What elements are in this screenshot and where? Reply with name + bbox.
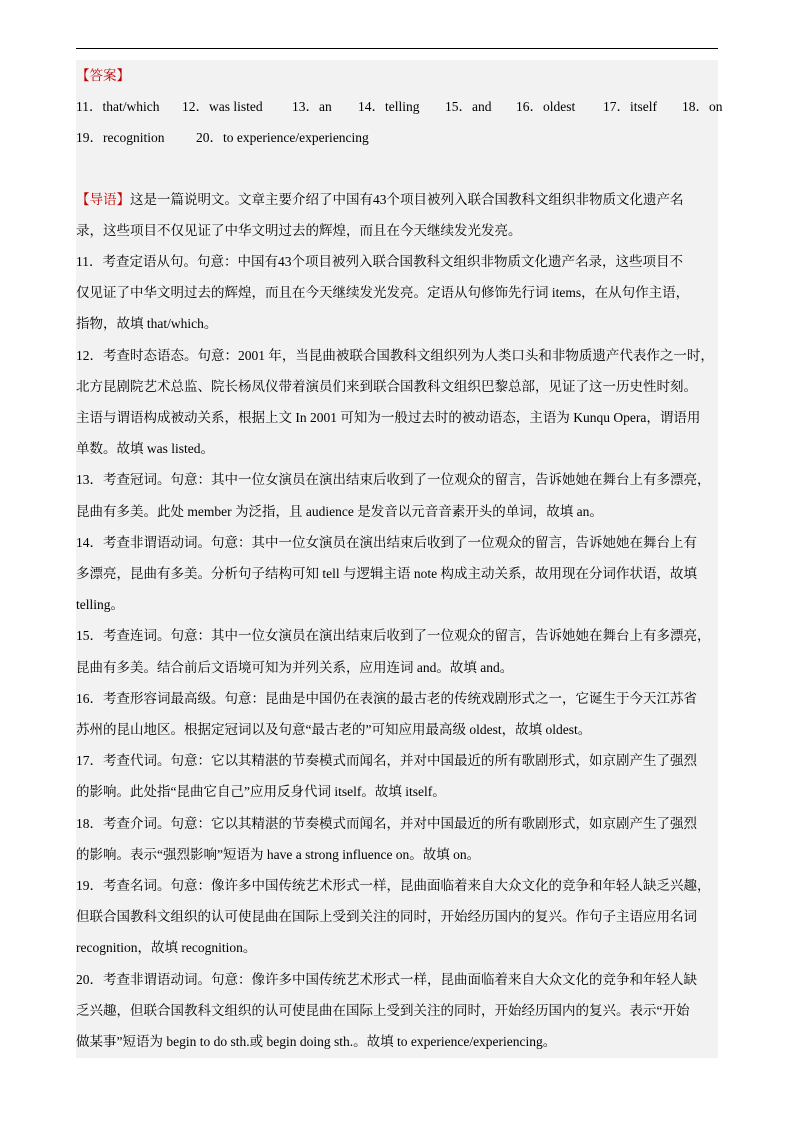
answer-19: 19．recognition xyxy=(76,130,165,145)
explanation-line: 15．考查连词。句意：其中一位女演员在演出结束后收到了一位观众的留言，告诉她她在舞台上有多漂亮， xyxy=(76,628,711,644)
guide-line-1: 【导语】这是一篇说明文。文章主要介绍了中国有43个项目被列入联合国教科文组织非物质文化遗产名 xyxy=(76,192,684,207)
explanation-line: 主语与谓语构成被动关系，根据上文 In 2001 可知为一般过去时的被动语态，主语为 Kunqu Opera，谓语用 xyxy=(76,410,701,425)
explanation-line: 多漂亮，昆曲有多美。分析句子结构可知 tell 与逻辑主语 note 构成主动关系，故用现在分词作状语，故填 xyxy=(76,566,697,581)
explanation-line: recognition，故填 recognition。 xyxy=(76,940,257,956)
explanation-line: 的影响。此处指“昆曲它自己”应用反身代词 itself。故填 itself。 xyxy=(76,784,446,800)
guide-label: 【导语】 xyxy=(76,192,130,207)
explanation-line: 的影响。表示“强烈影响”短语为 have a strong influence on。故填 on。 xyxy=(76,846,481,862)
explanation-line: 仅见证了中华文明过去的辉煌，而且在今天继续发光发亮。定语从句修饰先行词 items，在从句作主语， xyxy=(76,285,690,301)
explanation-line: telling。 xyxy=(76,597,124,613)
header-rule xyxy=(76,48,718,49)
explanation-line: 苏州的昆山地区。根据定冠词以及句意“最古老的”可知应用最高级 oldest，故填 oldest。 xyxy=(76,722,592,737)
explanation-line: 13．考查冠词。句意：其中一位女演员在演出结束后收到了一位观众的留言，告诉她她在舞台上有多漂亮， xyxy=(76,472,711,488)
explanation-line: 17．考查代词。句意：它以其精湛的节奏模式而闻名，并对中国最近的所有歌剧形式，如京剧产生了强烈 xyxy=(76,753,697,769)
explanation-line: 北方昆剧院艺术总监、院长杨凤仪带着演员们来到联合国教科文组织巴黎总部，见证了这一历史性时刻。 xyxy=(76,378,697,394)
explanation-line: 昆曲有多美。此处 member 为泛指，且 audience 是发音以元音音素开头的单词，故填 an。 xyxy=(76,503,603,519)
answer-20: 20．to experience/experiencing xyxy=(196,130,369,145)
answer-heading: 【答案】 xyxy=(76,68,130,83)
answer-17: 17．itself xyxy=(603,99,657,114)
explanation-line: 单数。故填 was listed。 xyxy=(76,441,214,457)
guide-line-2: 录，这些项目不仅见证了中华文明过去的辉煌，而且在今天继续发光发亮。 xyxy=(76,223,522,238)
answer-11: 11．that/which xyxy=(76,99,160,114)
explanation-line: 12．考查时态语态。句意：2001 年，当昆曲被联合国教科文组织列为人类口头和非物质遗产代表作之一时， xyxy=(76,347,714,363)
explanation-line: 昆曲有多美。结合前后文语境可知为并列关系，应用连词 and。故填 and。 xyxy=(76,659,514,675)
explanation-line: 19．考查名词。句意：像许多中国传统艺术形式一样，昆曲面临着来自大众文化的竞争和年轻人缺乏兴趣， xyxy=(76,878,711,893)
explanation-line: 11．考查定语从句。句意：中国有43个项目被列入联合国教科文组织非物质文化遗产名录，这些项目不 xyxy=(76,254,683,269)
explanation-line: 20．考查非谓语动词。句意：像许多中国传统艺术形式一样，昆曲面临着来自大众文化的竞争和年轻人缺 xyxy=(76,971,697,987)
explanation-line: 14．考查非谓语动词。句意：其中一位女演员在演出结束后收到了一位观众的留言，告诉她她在舞台上有 xyxy=(76,534,697,550)
answer-18: 18．on xyxy=(682,99,723,114)
explanation-line: 18．考查介词。句意：它以其精湛的节奏模式而闻名，并对中国最近的所有歌剧形式，如京剧产生了强烈 xyxy=(76,815,697,831)
explanation-line: 乏兴趣，但联合国教科文组织的认可使昆曲在国际上受到关注的同时，开始经历国内的复兴。表示“开始 xyxy=(76,1002,690,1018)
answer-block xyxy=(76,60,723,1058)
explanation-line: 做某事”短语为 begin to do sth.或 begin doing sth.。故填 to experience/experiencing。 xyxy=(76,1034,557,1049)
answer-12: 12．was listed xyxy=(182,99,263,114)
answer-14: 14．telling xyxy=(358,99,420,114)
explanation-line: 16．考查形容词最高级。句意：昆曲是中国仍在表演的最古老的传统戏剧形式之一，它诞生于今天江苏省 xyxy=(76,690,697,706)
explanation-line: 但联合国教科文组织的认可使昆曲在国际上受到关注的同时，开始经历国内的复兴。作句子主语应用名词 xyxy=(76,909,697,925)
answer-15: 15．and xyxy=(445,99,492,114)
explanation-line: 指物，故填 that/which。 xyxy=(76,316,218,332)
answer-13: 13．an xyxy=(292,99,332,114)
answer-16: 16．oldest xyxy=(516,99,576,114)
